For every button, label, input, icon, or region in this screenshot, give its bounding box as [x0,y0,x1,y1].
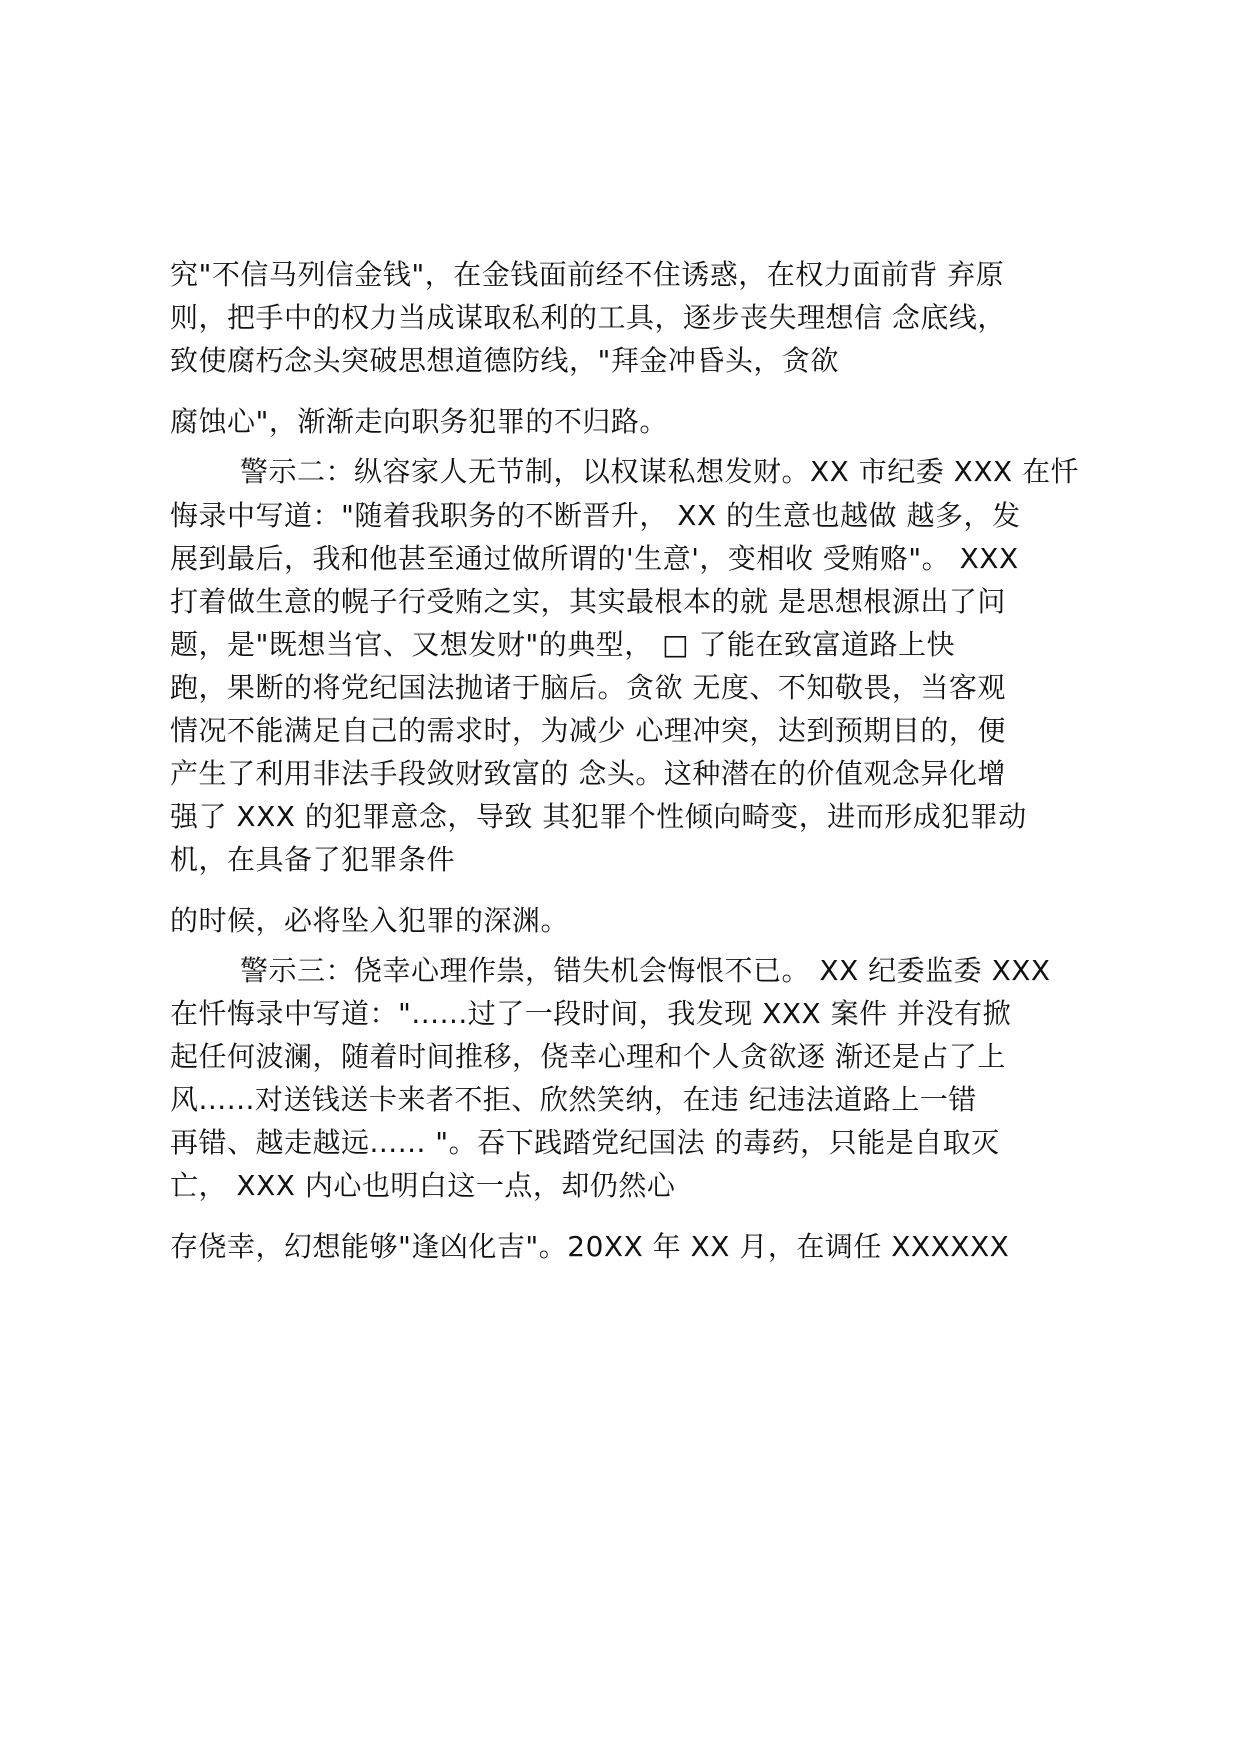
text-line: 跑，果断的将党纪国法抛诸于脑后。贪欲 无度、不知敬畏，当客观 [170,671,1006,704]
text-line: 则，把手中的权力当成谋取私利的工具，逐步丧失理想信 念底线， [170,301,1006,334]
text-line: 腐蚀心"，渐渐走向职务犯罪的不归路。 [170,405,668,438]
text-line: 起任何波澜，随着时间推移，侥幸心理和个人贪欲逐 渐还是占了上 [170,1040,1006,1073]
text-line: 机，在具备了犯罪条件 [170,843,456,876]
text-line: 的时候，必将坠入犯罪的深渊。 [170,904,570,937]
text-line: 打着做生意的幌子行受贿之实，其实最根本的就 是思想根源出了问 [170,585,1006,618]
text-line: 展到最后，我和他甚至通过做所谓的'生意'，变相收 受贿赂"。 XXX [170,542,1019,575]
text-line: 亡， XXX 内心也明白这一点，却仍然心 [170,1169,676,1202]
text-line: 悔录中写道："随着我职务的不断晋升， XX 的生意也越做 越多，发 [170,499,1021,532]
text-line: 风......对送钱送卡来者不拒、欣然笑纳，在违 纪违法道路上一错 [170,1083,977,1116]
text-line: 警示二：纵容家人无节制，以权谋私想发财。XX 市纪委 XXX 在忏 [240,455,1080,488]
text-line: 究"不信马列信金钱"，在金钱面前经不住诱惑，在权力面前背 弃原 [170,258,1005,291]
text-line: 强了 XXX 的犯罪意念，导致 其犯罪个性倾向畸变，进而形成犯罪动 [170,800,1027,833]
text-line: 存侥幸，幻想能够"逢凶化吉"。20XX 年 XX 月，在调任 XXXXXX [170,1230,1010,1263]
text-line: 产生了利用非法手段敛财致富的 念头。这种潜在的价值观念异化增 [170,757,1006,790]
text-line: 情况不能满足自己的需求时，为减少 心理冲突，达到预期目的，便 [170,714,1006,747]
text-line: 题，是"既想当官、又想发财"的典型， □ 了能在致富道路上快 [170,628,956,661]
text-line: 再错、越走越远...... "。吞下践踏党纪国法 的毒药，只能是自取灭 [170,1126,1000,1159]
text-line: 警示三：侥幸心理作祟，错失机会悔恨不已。 XX 纪委监委 XXX [240,954,1051,987]
text-line: 致使腐朽念头突破思想道德防线，"拜金冲昏头，贪欲 [170,344,839,377]
text-line: 在忏悔录中写道："......过了一段时间，我发现 XXX 案件 并没有掀 [170,997,1012,1030]
